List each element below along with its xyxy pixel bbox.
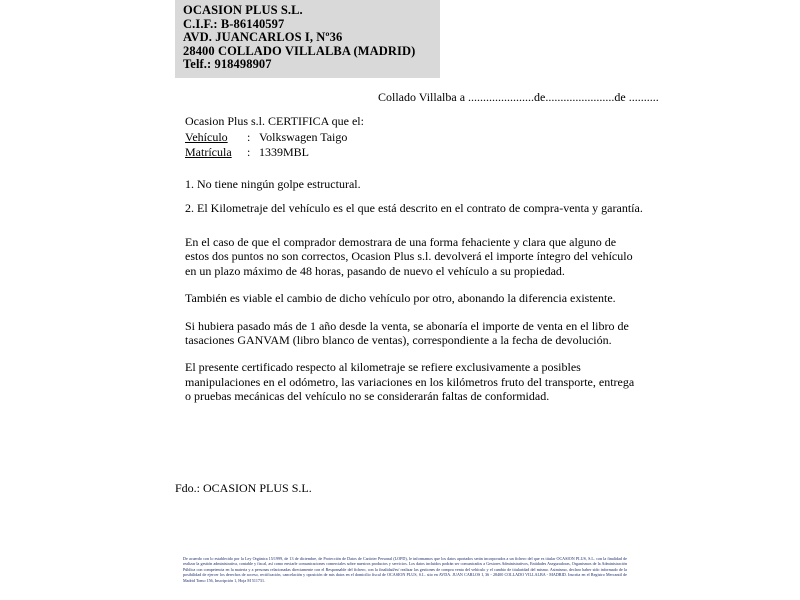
plate-separator: : bbox=[247, 144, 251, 159]
company-address-street: AVD. JUANCARLOS I, Nº36 bbox=[183, 30, 343, 44]
company-name: OCASION PLUS S.L. bbox=[183, 3, 303, 17]
certifies-intro: Ocasion Plus s.l. CERTIFICA que el: bbox=[185, 114, 364, 128]
company-cif: C.I.F.: B-86140597 bbox=[183, 16, 285, 31]
vehicle-data-block bbox=[185, 130, 347, 159]
date-line: Collado Villalba a ......................de.......................de .......... bbox=[378, 90, 659, 104]
vehicle-separator: : bbox=[247, 130, 251, 144]
certification-point-1: 1. No tiene ningún golpe estructural. bbox=[185, 177, 361, 191]
paragraph-ganvam: Si hubiera pasado más de 1 año desde la venta, se abonaría el importe de venta en el libro de tasaciones GANVAM (libro blanco de ventas), correspondiente a la fecha de devolución. bbox=[185, 318, 629, 348]
plate-label: Matrícula bbox=[185, 144, 232, 159]
body-paragraphs bbox=[185, 235, 635, 404]
footer-legal-notice bbox=[183, 556, 627, 583]
plate-row bbox=[185, 145, 347, 160]
vehicle-row bbox=[185, 130, 347, 145]
plate-value: 1339MBL bbox=[259, 144, 310, 159]
paragraph-refund: En el caso de que el comprador demostrara de una forma fehaciente y clara que alguno de estos dos puntos no son correctos, Ocasion Plus s.l. devolverá el importe íntegro del vehículo en un plazo máximo de 48 horas, pasando de nuevo el vehículo a su propiedad. bbox=[185, 235, 633, 278]
paragraph-odometer: El presente certificado respecto al kilometraje se refiere exclusivamente a posibles manipulaciones en el odómetro, las variaciones en los kilómetros fruto del transporte, entrega o pruebas mecánicas del vehículo no se considerarán faltas de conformidad. bbox=[185, 360, 635, 404]
paragraph-exchange: También es viable el cambio de dicho vehículo por otro, abonando la diferencia existente. bbox=[185, 291, 616, 306]
vehicle-label: Vehículo bbox=[185, 130, 228, 144]
company-phone: Telf.: 918498907 bbox=[183, 57, 272, 71]
certification-point-2: 2. El Kilometraje del vehículo es el que está descrito en el contrato de compra-venta y garantía. bbox=[185, 201, 643, 215]
footer-legal-text: De acuerdo con lo establecido por la Ley Orgánica 15/1999, de 13 de diciembre, de Protección de Datos de Carácter Personal (LOPD), le informamos que los datos aportados serán incorporados a un fichero del que es titular OCASION PLUS, S.L. con la finalidad de realizar la gestión administrativa, contable y fiscal, así como enviarle comunicaciones comerciales sobre nuestros productos y servicios. Los datos incluidos podrán ser comunicados a Gestores Administrativos, Entidades Aseguradoras, Organismos de la Administración Pública con competencia en la materia y a personas relacionadas directamente con el Responsable del fichero, con la finalidad/es/ realizar las gestiones de compra venta del vehículo y el cambio de titularidad del mismo. Asimismo, declaro haber sido informado de la posibilidad de ejercer los derechos de acceso, rectificación, cancelación y oposición de mis datos en el domicilio fiscal de OCASION PLUS, S.L. sito en AVDA. JUAN CARLOS I, 36 - 28400 COLLADO VILLALBA - MADRID. Inscrita en el Registro Mercantil de Madrid Tomo 156, Inscripción 1, Hoja M 511731. bbox=[183, 556, 627, 583]
company-address-city: 28400 COLLADO VILLALBA (MADRID) bbox=[183, 43, 416, 58]
company-header-block bbox=[175, 0, 440, 78]
signature-line: Fdo.: OCASION PLUS S.L. bbox=[175, 481, 312, 495]
vehicle-value: Volkswagen Taigo bbox=[259, 130, 348, 144]
